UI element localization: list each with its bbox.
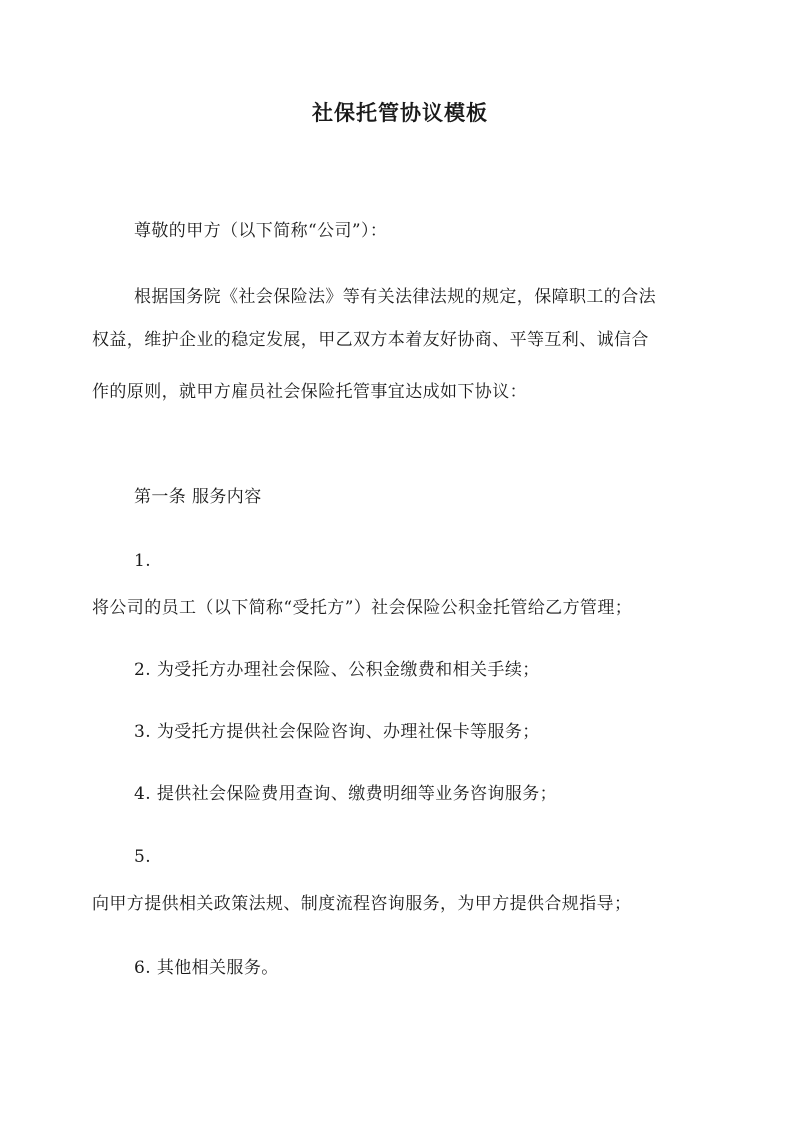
intro-line-3: 作的原则，就甲方雇员社会保险托管事宜达成如下协议： <box>92 382 527 402</box>
list-item-1-number: 1. <box>134 551 152 571</box>
document-title: 社保托管协议模板 <box>312 100 488 125</box>
list-item-4: 4. 提供社会保险费用查询、缴费明细等业务咨询服务； <box>134 784 558 804</box>
list-item-5-text: 向甲方提供相关政策法规、制度流程咨询服务，为甲方提供合规指导； <box>92 894 632 914</box>
list-item-3: 3. 为受托方提供社会保险咨询、办理社保卡等服务； <box>134 722 540 742</box>
intro-line-2: 权益，维护企业的稳定发展，甲乙双方本着友好协商、平等互利、诚信合 <box>92 330 649 350</box>
list-item-1-text: 将公司的员工（以下简称“受托方”）社会保险公积金托管给乙方管理； <box>92 598 633 618</box>
article-1-heading: 第一条 服务内容 <box>134 487 262 507</box>
list-item-5-number: 5. <box>134 847 152 867</box>
list-item-6: 6. 其他相关服务。 <box>134 958 279 978</box>
intro-line-1: 根据国务院《社会保险法》等有关法律法规的规定，保障职工的合法 <box>134 287 656 307</box>
salutation: 尊敬的甲方（以下简称“公司”）： <box>134 221 388 241</box>
list-item-2: 2. 为受托方办理社会保险、公积金缴费和相关手续； <box>134 660 540 680</box>
